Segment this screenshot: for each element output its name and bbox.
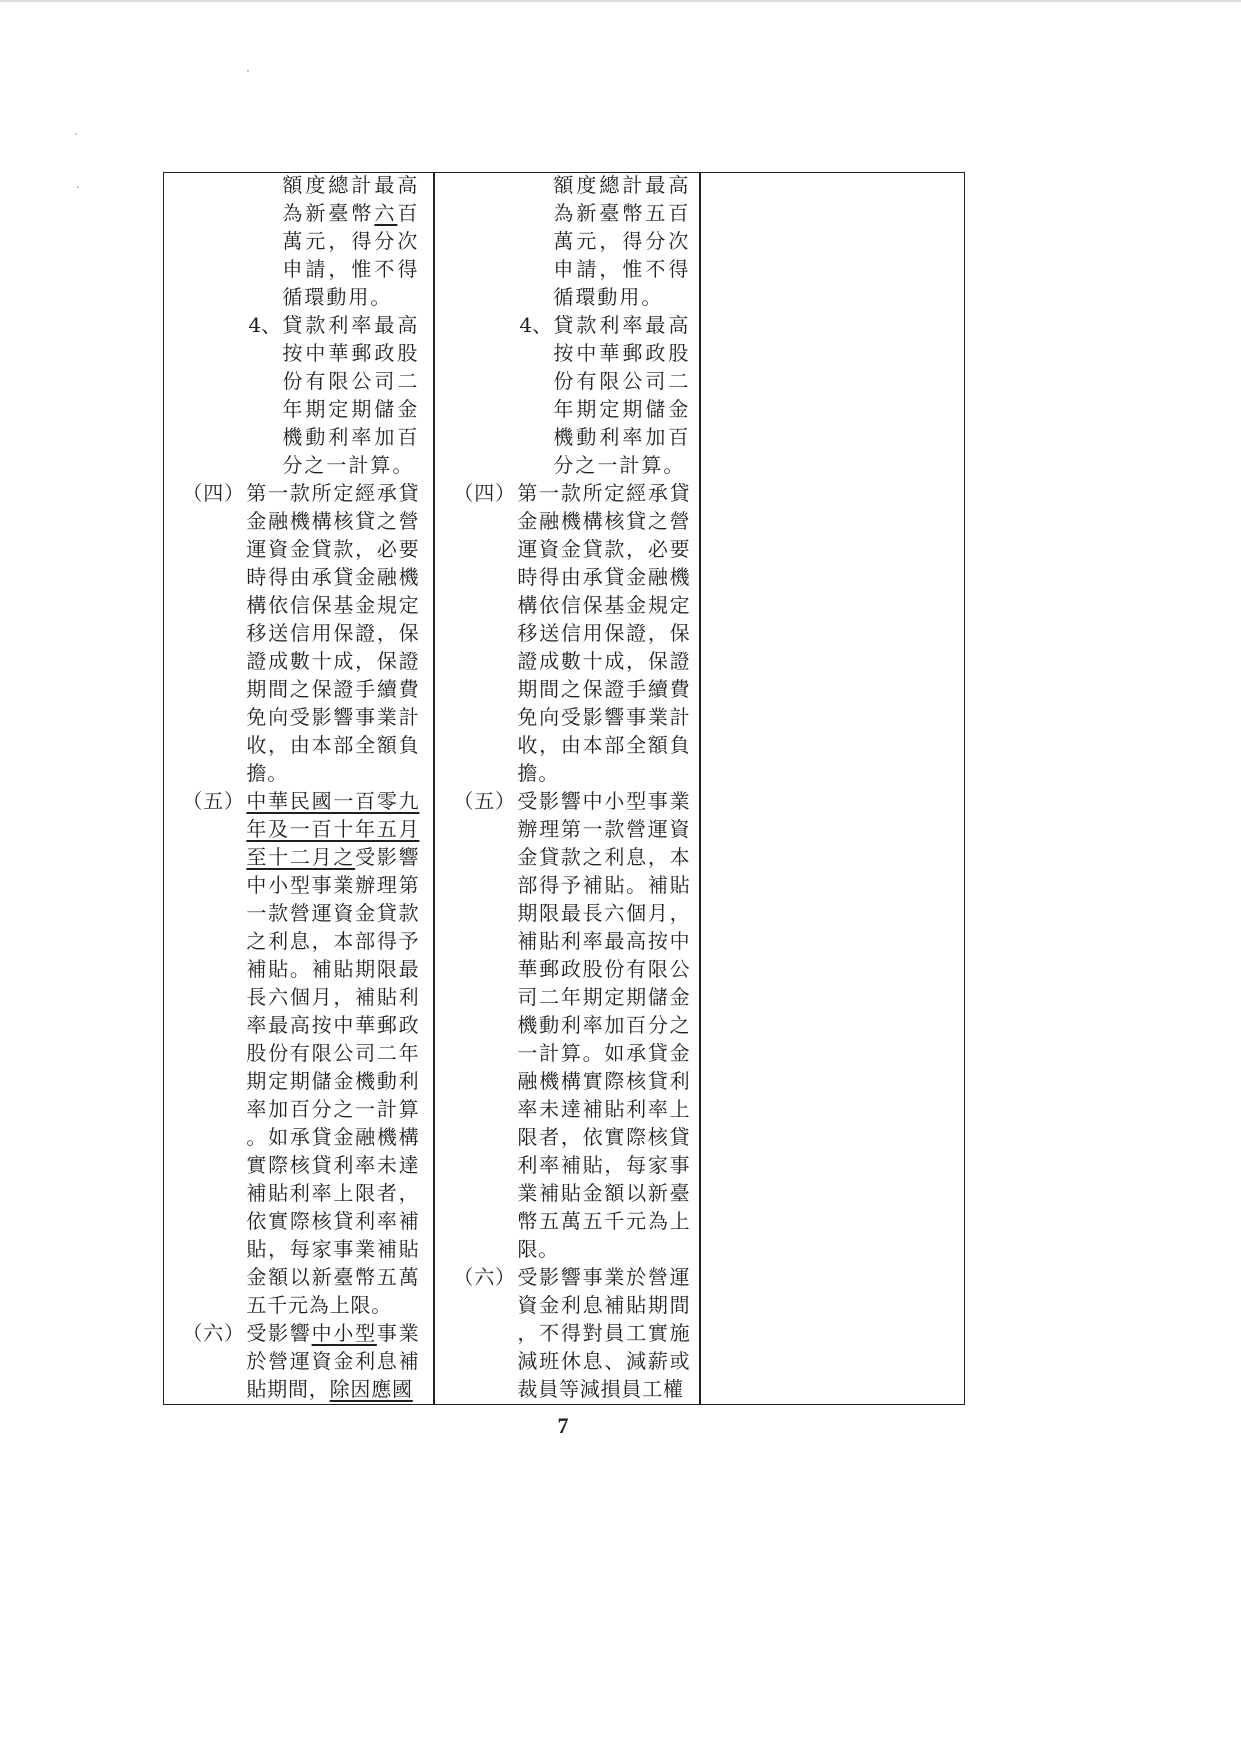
item-number: （四） [453,481,516,506]
line-text [246,535,419,563]
text-line [162,507,433,535]
line-text [553,339,690,367]
list-item [433,787,699,1263]
item-number: （四） [182,481,245,506]
line-text [517,647,690,675]
amended-text: 中華民國一百零九 [246,789,420,814]
text-line [433,283,699,311]
text-segment: 一款營運資金貸款 [246,901,420,926]
line-text [246,1151,419,1179]
line-text [282,451,419,479]
text-line [162,899,433,927]
text-segment: 機動利率加百 [282,425,420,450]
text-line [433,171,699,199]
text-line [433,1151,699,1179]
line-text [517,1347,690,1375]
current-text-column [433,171,699,1403]
text-line [433,843,699,871]
text-line [433,1067,699,1095]
sub-list-item [162,311,433,479]
line-text [553,395,690,423]
line-text [517,703,690,731]
text-segment: 額度總計最高 [282,173,420,198]
line-text [246,899,419,927]
text-segment: 為新臺幣 [282,201,375,226]
line-text [246,507,419,535]
line-text [246,1291,419,1319]
text-line [162,619,433,647]
text-segment: 一計算。如承貸金 [517,1041,691,1066]
line-text [246,1039,419,1067]
text-line [433,255,699,283]
text-line [162,367,433,395]
line-text [246,563,419,591]
line-text [517,815,690,843]
amended-text: 六 [374,201,398,226]
amended-text: 中小型 [311,1321,377,1346]
text-line [162,843,433,871]
text-segment: 補貼利率上限者， [246,1181,420,1206]
text-segment: 率未達補貼利率上 [517,1097,691,1122]
text-line [433,507,699,535]
text-segment: 受影響中小型事業 [517,789,691,814]
text-segment: 受影響 [246,1321,312,1346]
comparison-table [163,172,965,1405]
text-segment: 擔。 [517,761,559,786]
text-segment: 運資金貸款，必要 [246,537,420,562]
text-line [433,675,699,703]
text-segment: 機動利率加百 [553,425,691,450]
text-segment: 免向受影響事業計 [246,705,420,730]
text-segment: 率最高按中華郵政 [246,1013,420,1038]
scan-speck [77,186,79,188]
text-line [162,675,433,703]
text-line [162,423,433,451]
line-text [553,311,690,339]
line-text [517,1151,690,1179]
line-text [282,283,419,311]
text-line [162,563,433,591]
text-line [162,1011,433,1039]
line-text [517,955,690,983]
text-segment: 份有限公司二 [282,369,420,394]
text-segment: 業補貼金額以新臺 [517,1181,691,1206]
text-segment: 期間之保證手續費 [517,677,691,702]
line-text [246,1123,419,1151]
line-text [517,1011,690,1039]
text-line [162,1207,433,1235]
sub-item-number: 4、 [519,313,553,338]
text-segment: 分之一計算。 [282,453,415,478]
text-line [433,899,699,927]
text-line [433,1375,699,1403]
text-line [162,703,433,731]
text-line [433,395,699,423]
line-text [517,675,690,703]
text-segment: 移送信用保證，保 [517,621,691,646]
text-line [162,339,433,367]
text-segment: 分之一計算。 [553,453,686,478]
line-text [246,843,419,871]
text-segment: 循環動用。 [553,285,664,310]
text-line [433,815,699,843]
line-text [246,647,419,675]
text-segment: 融機構實際核貸利 [517,1069,691,1094]
text-line [162,1039,433,1067]
text-line [162,479,433,507]
text-line [162,591,433,619]
line-text [246,731,419,759]
text-line [433,731,699,759]
text-line [162,1123,433,1151]
text-segment: 期限最長六個月， [517,901,691,926]
text-segment: 額度總計最高 [553,173,691,198]
line-text [282,171,419,199]
text-segment: 第一款所定經承貸 [246,481,420,506]
text-line [433,955,699,983]
text-segment: 限者，依實際核貸 [517,1125,691,1150]
text-line [162,927,433,955]
line-text [282,311,419,339]
text-segment: 運資金貸款，必要 [517,537,691,562]
scan-speck [75,133,77,135]
line-text [517,1319,690,1347]
text-line [433,703,699,731]
amended-text: 除因應國 [329,1377,413,1402]
sub-list-item [162,171,433,311]
text-segment: 五千元為上限。 [246,1293,393,1318]
line-text [246,871,419,899]
text-line [162,1347,433,1375]
text-segment: 為新臺幣五百 [553,201,691,226]
line-text [246,619,419,647]
text-line [433,1039,699,1067]
line-text [517,1235,690,1263]
line-text [517,1263,690,1291]
line-text [282,339,419,367]
list-item [433,171,699,479]
text-line [433,311,699,339]
text-line [162,255,433,283]
line-text [517,871,690,899]
line-text [517,535,690,563]
text-segment: 金融機構核貸之營 [246,509,420,534]
text-segment: 補貼利率最高按中 [517,929,691,954]
text-segment: 金額以新臺幣五萬 [246,1265,420,1290]
line-text [517,1123,690,1151]
text-line [433,871,699,899]
list-item [433,479,699,787]
line-text [282,395,419,423]
text-line [433,1235,699,1263]
text-line [433,759,699,787]
text-line [433,535,699,563]
text-line [162,1235,433,1263]
revised-text-column [162,171,433,1403]
text-segment: 時得由承貸金融機 [517,565,691,590]
text-segment: 中小型事業辦理第 [246,873,420,898]
text-segment: 華郵政股份有限公 [517,957,691,982]
text-line [433,1319,699,1347]
text-segment: 貼，每家事業補貼 [246,1237,420,1262]
line-text [246,787,419,815]
scan-speck [247,70,249,72]
line-text [517,1039,690,1067]
line-text [246,1235,419,1263]
line-text [553,423,690,451]
line-text [246,479,419,507]
text-line [162,395,433,423]
text-segment: 幣五萬五千元為上 [517,1209,691,1234]
amended-text: 年及一百十年五月 [246,817,420,842]
line-text [517,1095,690,1123]
text-line [162,451,433,479]
line-text [553,255,690,283]
text-line [433,563,699,591]
text-line [162,731,433,759]
text-segment: 移送信用保證，保 [246,621,420,646]
text-line [162,1067,433,1095]
line-text [246,703,419,731]
line-text [246,675,419,703]
text-segment: 貸款利率最高 [553,313,691,338]
text-line [433,1179,699,1207]
text-segment: 實際核貸利率未達 [246,1153,420,1178]
line-text [246,1095,419,1123]
scan-edge [0,0,1241,2]
text-segment: 貼期間， [246,1377,330,1402]
text-segment: 。如承貸金融機構 [246,1125,420,1150]
text-line [162,955,433,983]
text-line [433,367,699,395]
text-line [162,1291,433,1319]
text-line [162,1263,433,1291]
sub-list-item [433,311,699,479]
text-segment: 收，由本部全額負 [246,733,420,758]
text-segment: 減班休息、減薪或 [517,1349,691,1374]
line-text [282,423,419,451]
line-text [282,367,419,395]
line-text [246,1347,419,1375]
line-text [246,955,419,983]
line-text [517,563,690,591]
item-number: （六） [182,1321,245,1346]
text-line [433,983,699,1011]
line-text [553,171,690,199]
text-segment: ，不得對員工實施 [517,1321,691,1346]
line-text [282,199,419,227]
item-number: （六） [453,1265,516,1290]
text-segment: 機動利率加百分之 [517,1013,691,1038]
text-line [162,1179,433,1207]
text-line [433,1291,699,1319]
text-segment: 第一款所定經承貸 [517,481,691,506]
text-segment: 按中華郵政股 [282,341,420,366]
line-text [553,199,690,227]
line-text [553,227,690,255]
text-segment: 補貼。補貼期限最 [246,957,420,982]
text-line [162,171,433,199]
text-segment: 循環動用。 [282,285,393,310]
list-item [162,171,433,479]
text-line [162,983,433,1011]
line-text [246,591,419,619]
text-line [433,591,699,619]
text-segment: 申請，惟不得 [553,257,691,282]
text-segment: 受影響事業於營運 [517,1265,691,1290]
text-line [433,451,699,479]
text-segment: 率加百分之一計算 [246,1097,420,1122]
text-segment: 資金利息補貼期間 [517,1293,691,1318]
line-text [517,1291,690,1319]
text-line [162,787,433,815]
line-text [246,815,419,843]
text-segment: 萬元，得分次 [553,229,691,254]
text-line [433,1011,699,1039]
text-line [162,1095,433,1123]
text-segment: 依實際核貸利率補 [246,1209,420,1234]
text-line [433,787,699,815]
list-item [433,1263,699,1403]
text-segment: 貸款利率最高 [282,313,420,338]
text-line [433,479,699,507]
line-text [246,759,419,787]
text-line [162,759,433,787]
text-line [162,871,433,899]
page-number: 7 [557,1413,569,1438]
text-line [433,339,699,367]
text-segment: 股份有限公司二年 [246,1041,420,1066]
text-segment: 限。 [517,1237,559,1262]
text-line [162,311,433,339]
line-text [517,927,690,955]
text-line [162,815,433,843]
text-line [162,1151,433,1179]
text-line [433,199,699,227]
line-text [246,1011,419,1039]
line-text [517,787,690,815]
text-segment: 金融機構核貸之營 [517,509,691,534]
line-text [517,1067,690,1095]
line-text [517,591,690,619]
text-segment: 份有限公司二 [553,369,691,394]
text-segment: 事業 [376,1321,420,1346]
text-segment: 期定期儲金機動利 [246,1069,420,1094]
line-text [517,507,690,535]
text-line [162,647,433,675]
text-line [433,619,699,647]
line-text [517,899,690,927]
line-text [517,1375,690,1403]
text-line [433,423,699,451]
sub-list-item [433,171,699,311]
text-line [162,283,433,311]
text-line [162,1375,433,1403]
list-item [162,479,433,787]
text-line [433,1347,699,1375]
text-line [162,535,433,563]
text-segment: 辦理第一款營運資 [517,817,691,842]
line-text [282,227,419,255]
text-line [433,1123,699,1151]
text-segment: 部得予補貼。補貼 [517,873,691,898]
text-segment: 擔。 [246,761,289,786]
text-segment: 免向受影響事業計 [517,705,691,730]
line-text [246,1375,419,1403]
text-segment: 構依信保基金規定 [246,593,420,618]
text-line [433,227,699,255]
text-line [433,1207,699,1235]
line-text [246,927,419,955]
item-number: （五） [182,789,245,814]
list-item [162,787,433,1319]
line-text [517,843,690,871]
line-text [517,731,690,759]
sub-item-number: 4、 [248,313,282,338]
text-segment: 裁員等減損員工權 [517,1377,684,1402]
text-line [433,647,699,675]
text-segment: 之利息，本部得予 [246,929,420,954]
text-segment: 萬元，得分次 [282,229,420,254]
text-line [433,1263,699,1291]
text-segment: 構依信保基金規定 [517,593,691,618]
text-line [433,927,699,955]
line-text [246,1263,419,1291]
text-segment: 長六個月，補貼利 [246,985,420,1010]
line-text [517,619,690,647]
line-text [517,983,690,1011]
line-text [517,1179,690,1207]
text-segment: 證成數十成，保證 [246,649,420,674]
text-segment: 利率補貼，每家事 [517,1153,691,1178]
text-segment: 金貸款之利息，本 [517,845,691,870]
text-segment: 受影響 [355,845,420,870]
text-segment: 司二年期定期儲金 [517,985,691,1010]
line-text [517,1207,690,1235]
line-text [517,479,690,507]
line-text [553,367,690,395]
text-segment: 申請，惟不得 [282,257,420,282]
text-segment: 期間之保證手續費 [246,677,420,702]
text-line [162,199,433,227]
line-text [246,1319,419,1347]
line-text [282,255,419,283]
line-text [553,283,690,311]
text-segment: 時得由承貸金融機 [246,565,420,590]
list-item [162,1319,433,1403]
line-text [553,451,690,479]
notes-column [699,171,964,1403]
text-line [433,1095,699,1123]
text-segment: 年期定期儲金 [553,397,691,422]
text-segment: 年期定期儲金 [282,397,420,422]
line-text [246,1067,419,1095]
text-segment: 按中華郵政股 [553,341,691,366]
text-line [162,227,433,255]
item-number: （五） [453,789,516,814]
text-segment: 收，由本部全額負 [517,733,691,758]
text-line [162,1319,433,1347]
line-text [517,759,690,787]
line-text [246,1179,419,1207]
amended-text: 至十二月之 [246,845,356,870]
line-text [246,1207,419,1235]
text-segment: 證成數十成，保證 [517,649,691,674]
line-text [246,983,419,1011]
text-segment: 百 [397,201,420,226]
text-segment: 於營運資金利息補 [246,1349,420,1374]
